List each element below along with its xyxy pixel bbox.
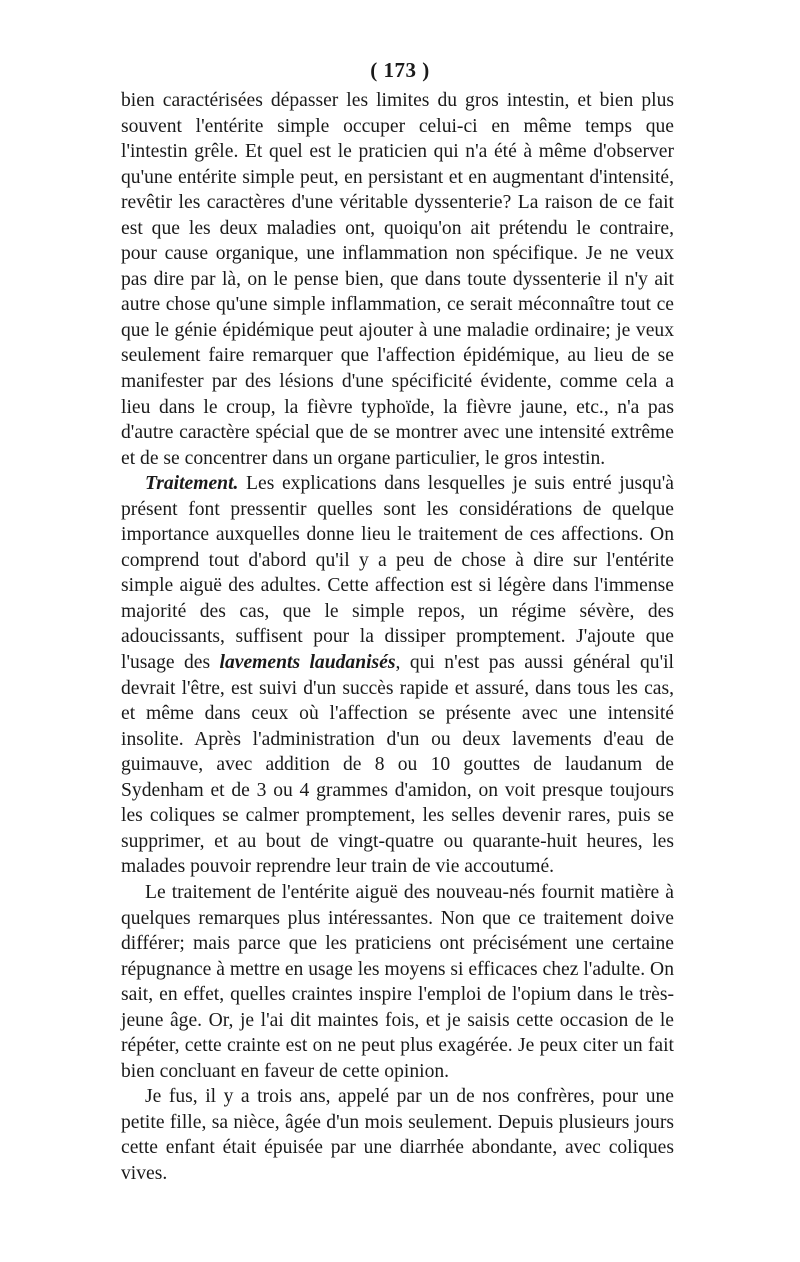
paragraph-2-text-b: , qui n'est pas aussi général qu'il devrait l'être, est suivi d'un succès rapide et assuré, dans tous les cas, et même dans ceux où l'affection se présente avec une intensité insolite. Après l'administration d'un ou deux lavements d'eau de guimauve, avec addition de 8 ou 10 gouttes de laudanum de Sydenham et de 3 ou 4 grammes d'amidon, on voit presque toujours les coliques se calmer promptement, les selles devenir rares, puis se supprimer, et au bout de vingt-quatre ou quarante-huit heures, les malades pouvoir reprendre leur train de vie accoutumé. — [121, 652, 674, 878]
page-number: ( 173 ) — [370, 58, 430, 82]
emphasis-lavements-laudanises: lavements laudanisés — [219, 652, 396, 674]
paragraph-3: Le traitement de l'entérite aiguë des nouveau-nés fournit matière à quelques remarques plus intéressantes. Non que ce traitement doive différer; mais parce que les praticiens ont précisément une certaine répugnance à mettre en usage les moyens si efficaces chez l'adulte. On sait, en effet, quelles craintes inspire l'emploi de l'opium dans le très-jeune âge. Or, je l'ai dit maintes fois, et je saisis cette occasion de le répéter, cette crainte est on ne peut plus exagérée. Je peux citer un fait bien concluant en faveur de cette opinion. — [121, 881, 674, 1082]
paragraph-2 — [121, 471, 674, 880]
body-text — [121, 88, 674, 1187]
paragraph-1: bien caractérisées dépasser les limites du gros intestin, et bien plus souvent l'entérite simple occuper celui-ci en même temps que l'intestin grêle. Et quel est le praticien qui n'a été à même d'observer qu'une entérite simple peut, en persistant et en augmentant d'intensité, revêtir les caractères d'une véritable dyssenterie? La raison de ce fait est que les deux maladies ont, quoiqu'on ait prétendu le contraire, pour cause organique, une inflammation non spécifique. Je ne veux pas dire par là, on le pense bien, que dans toute dyssenterie il n'y ait autre chose qu'une simple inflammation, ce serait méconnaître tout ce que le génie épidémique peut ajouter à une maladie ordinaire; je veux seulement faire remarquer que l'affection épidémique, au lieu de se manifester par des lésions d'une spécificité évidente, comme cela a lieu dans le croup, la fièvre typhoïde, la fièvre jaune, etc., n'a pas d'autre caractère spécial que de se montrer avec une intensité extrême et de se concentrer dans un organe particulier, le gros intestin. — [121, 90, 674, 469]
paragraph-2-text-a: Les explications dans lesquelles je suis entré jusqu'à présent font pressentir quelles sont les considérations de quelque importance auxquelles donne lieu le traitement de ces affections. On comprend tout d'abord qu'il y a peu de chose à dire sur l'entérite simple aiguë des adultes. Cette affection est si légère dans l'immense majorité des cas, que le simple repos, un régime sévère, des adoucissants, suffisent pour la dissiper promptement. J'ajoute que l'usage des — [121, 473, 674, 674]
section-heading-traitement: Traitement. — [145, 473, 239, 495]
paragraph-4: Je fus, il y a trois ans, appelé par un de nos confrères, pour une petite fille, sa nièce, âgée d'un mois seulement. Depuis plusieurs jours cette enfant était épuisée par une diarrhée abondante, avec coliques vives. — [121, 1086, 674, 1184]
